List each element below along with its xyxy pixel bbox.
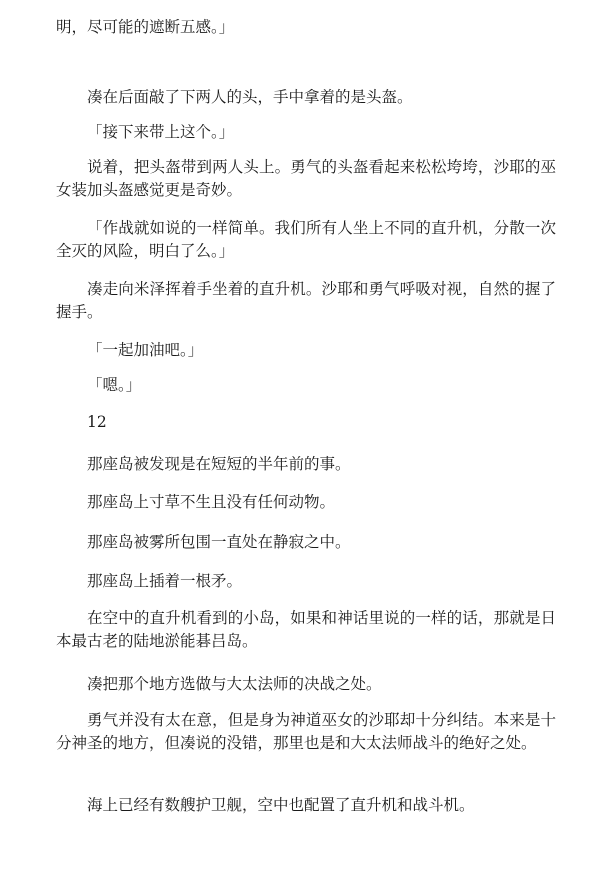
paragraph-continuation: 明，尽可能的遮断五感。」 [56, 18, 235, 36]
dialogue-line: 「作战就如说的一样简单。我们所有人坐上不同的直升机，分散一次全灭的风险，明白了么。」 [56, 219, 556, 260]
paragraph: 在空中的直升机看到的小岛，如果和神话里说的一样的话，那就是日本最古老的陆地淤能碁吕岛。 [56, 609, 556, 650]
section-number: 12 [87, 413, 107, 431]
paragraph: 那座岛被发现是在短短的半年前的事。 [87, 455, 351, 473]
paragraph: 海上已经有数艘护卫舰，空中也配置了直升机和战斗机。 [87, 796, 475, 814]
dialogue-line: 「一起加油吧。」 [87, 341, 204, 359]
paragraph: 那座岛上插着一根矛。 [87, 572, 243, 590]
paragraph: 凑在后面敲了下两人的头，手中拿着的是头盔。 [87, 88, 413, 106]
dialogue-line: 「嗯。」 [87, 376, 142, 394]
paragraph: 凑走向米泽挥着手坐着的直升机。沙耶和勇气呼吸对视，自然的握了握手。 [56, 280, 556, 321]
paragraph: 那座岛被雾所包围一直处在静寂之中。 [87, 533, 351, 551]
dialogue-line: 「接下来带上这个。」 [87, 123, 235, 141]
paragraph: 凑把那个地方选做与大太法师的决战之处。 [87, 675, 382, 693]
paragraph: 勇气并没有太在意，但是身为神道巫女的沙耶却十分纠结。本来是十分神圣的地方，但凑说的没错，那里也是和大太法师战斗的绝好之处。 [56, 711, 556, 752]
paragraph: 那座岛上寸草不生且没有任何动物。 [87, 493, 336, 511]
paragraph: 说着，把头盔带到两人头上。勇气的头盔看起来松松垮垮，沙耶的巫女装加头盔感觉更是奇妙。 [56, 158, 556, 199]
